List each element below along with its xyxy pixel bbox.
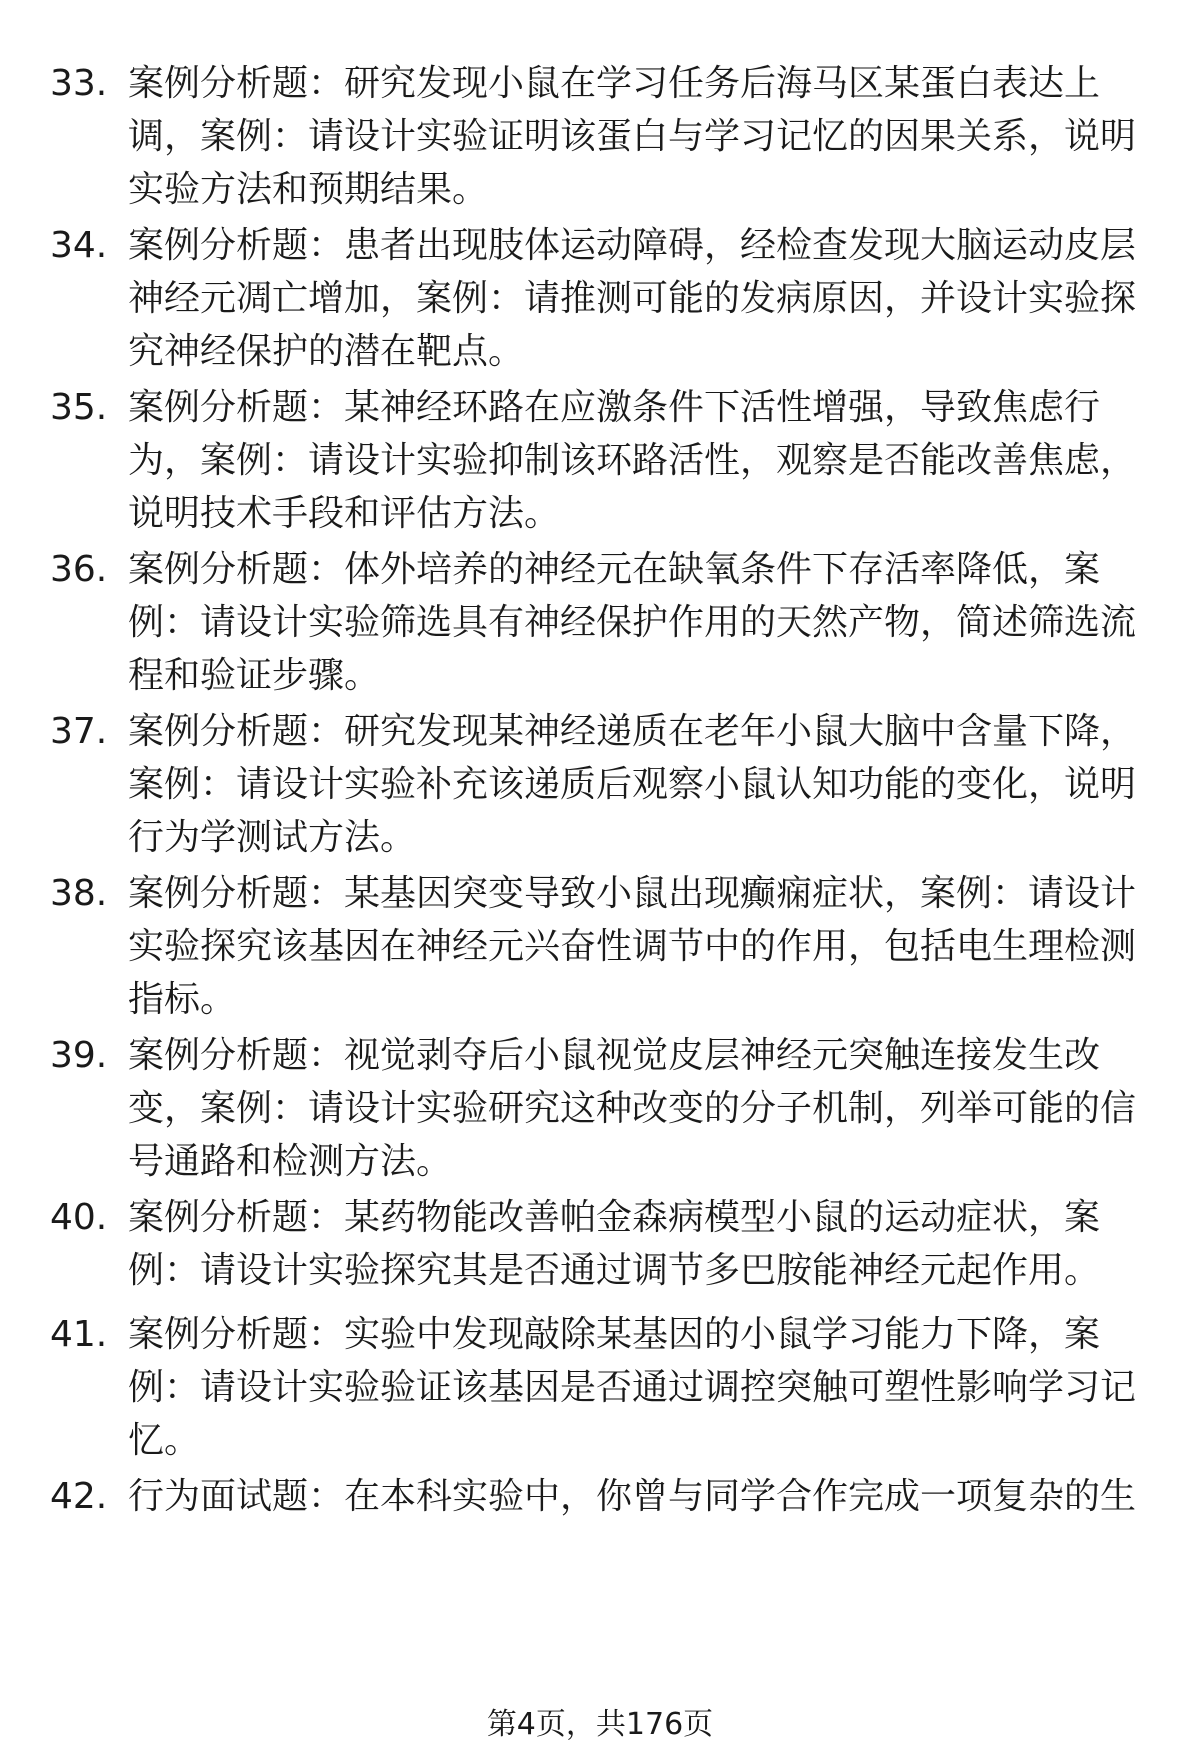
question-text — [128, 543, 1188, 702]
question-number: 34. — [50, 225, 108, 266]
question-line: 案例分析题：某神经环路在应激条件下活性增强，导致焦虑行 — [128, 387, 1101, 428]
question-line: 行为面试题：在本科实验中，你曾与同学合作完成一项复杂的生 — [128, 1476, 1137, 1517]
question-line: 案例：请设计实验补充该递质后观察小鼠认知功能的变化，说明 — [128, 764, 1137, 805]
question-line: 究神经保护的潜在靶点。 — [128, 331, 525, 372]
question-text — [128, 57, 1188, 216]
question-line: 案例分析题：某药物能改善帕金森病模型小鼠的运动症状，案 — [128, 1197, 1101, 1238]
question-text — [128, 1308, 1188, 1467]
question-line: 案例分析题：患者出现肢体运动障碍，经检查发现大脑运动皮层 — [128, 225, 1137, 266]
question-number: 40. — [50, 1197, 108, 1238]
question-number: 38. — [50, 873, 108, 914]
question-line: 为，案例：请设计实验抑制该环路活性，观察是否能改善焦虑， — [128, 440, 1137, 481]
question-line: 例：请设计实验筛选具有神经保护作用的天然产物，简述筛选流 — [128, 602, 1137, 643]
question-line: 号通路和检测方法。 — [128, 1141, 453, 1182]
question-number: 35. — [50, 387, 108, 428]
question-text — [128, 381, 1188, 540]
question-text — [128, 1029, 1188, 1188]
question-number: 41. — [50, 1314, 108, 1355]
question-line: 变，案例：请设计实验研究这种改变的分子机制，列举可能的信 — [128, 1088, 1137, 1129]
question-number: 39. — [50, 1035, 108, 1076]
question-line: 指标。 — [128, 979, 237, 1020]
question-line: 案例分析题：视觉剥夺后小鼠视觉皮层神经元突触连接发生改 — [128, 1035, 1101, 1076]
question-line: 说明技术手段和评估方法。 — [128, 493, 561, 534]
question-line: 行为学测试方法。 — [128, 817, 417, 858]
question-number: 33. — [50, 63, 108, 104]
page-footer: 第4页，共176页 — [486, 1707, 714, 1742]
question-line: 案例分析题：研究发现小鼠在学习任务后海马区某蛋白表达上 — [128, 63, 1101, 104]
question-line: 案例分析题：体外培养的神经元在缺氧条件下存活率降低，案 — [128, 549, 1101, 590]
question-number: 36. — [50, 549, 108, 590]
question-line: 例：请设计实验验证该基因是否通过调控突触可塑性影响学习记 — [128, 1367, 1137, 1408]
question-text — [128, 867, 1188, 1026]
question-text — [128, 705, 1188, 864]
question-line: 忆。 — [128, 1420, 201, 1461]
question-number: 42. — [50, 1476, 108, 1517]
question-text — [128, 1191, 1188, 1297]
question-text — [128, 1470, 1188, 1523]
question-line: 神经元凋亡增加，案例：请推测可能的发病原因，并设计实验探 — [128, 278, 1137, 319]
question-line: 程和验证步骤。 — [128, 655, 381, 696]
question-line: 案例分析题：实验中发现敲除某基因的小鼠学习能力下降，案 — [128, 1314, 1101, 1355]
question-line: 案例分析题：某基因突变导致小鼠出现癫痫症状，案例：请设计 — [128, 873, 1137, 914]
question-line: 调，案例：请设计实验证明该蛋白与学习记忆的因果关系，说明 — [128, 116, 1137, 157]
question-line: 实验探究该基因在神经元兴奋性调节中的作用，包括电生理检测 — [128, 926, 1137, 967]
question-line: 例：请设计实验探究其是否通过调节多巴胺能神经元起作用。 — [128, 1250, 1101, 1291]
question-text — [128, 219, 1188, 378]
question-line: 实验方法和预期结果。 — [128, 169, 489, 210]
question-number: 37. — [50, 711, 108, 752]
question-line: 案例分析题：研究发现某神经递质在老年小鼠大脑中含量下降， — [128, 711, 1137, 752]
